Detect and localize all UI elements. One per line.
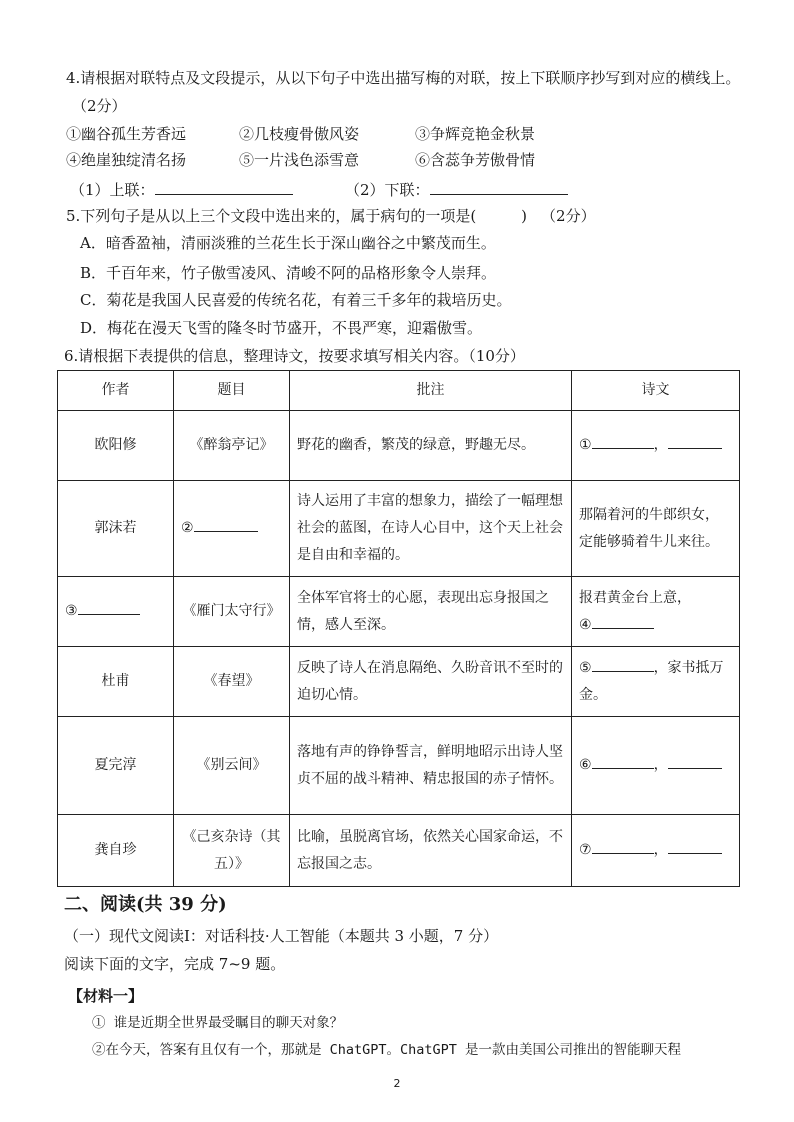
- page-number: 2: [393, 1077, 401, 1090]
- blank-marker: ②: [181, 520, 194, 536]
- cell-poem: [572, 577, 740, 647]
- q5-option-c: C．菊花是我国人民喜爱的传统名花，有着三千多年的栽培历史。: [80, 291, 512, 309]
- cell-note: 全体军官将士的心愿，表现出忘身报国之情，感人至深。: [290, 577, 572, 647]
- reading-instruction: 阅读下面的文字，完成 7~9 题。: [64, 955, 286, 973]
- cell-poem: [572, 411, 740, 481]
- table-row: [58, 717, 740, 815]
- answer-blank[interactable]: [668, 837, 722, 854]
- q5-stem-line: [66, 206, 596, 226]
- table-row: [58, 481, 740, 577]
- header-author: 作者: [58, 371, 174, 411]
- poem-text: 报君黄金台上意，: [579, 589, 691, 606]
- q4-score: （2分）: [72, 97, 127, 115]
- q4-upper-answer-blank[interactable]: [155, 178, 293, 195]
- cell-note: 比喻，虽脱离官场，依然关心国家命运，不忘报国之志。: [290, 815, 572, 887]
- poem-comma: ，: [653, 757, 668, 773]
- q5-score: （2分）: [541, 207, 596, 225]
- cell-note: 野花的幽香，繁茂的绿意，野趣无尽。: [290, 411, 572, 481]
- cell-title: 《别云间》: [174, 717, 290, 815]
- cell-poem: [572, 717, 740, 815]
- table-row: [58, 411, 740, 481]
- cell-title: 《己亥杂诗（其五）》: [174, 815, 290, 887]
- table-row: [58, 647, 740, 717]
- poem-comma: ，: [653, 842, 668, 858]
- header-note: 批注: [290, 371, 572, 411]
- answer-blank[interactable]: [194, 515, 258, 532]
- blank-marker: ④: [579, 616, 592, 633]
- cell-author: 夏完淳: [58, 717, 174, 815]
- cell-poem: [572, 815, 740, 887]
- cell-author: 郭沫若: [58, 481, 174, 577]
- cell-note: 反映了诗人在消息隔绝、久盼音讯不至时的迫切心情。: [290, 647, 572, 717]
- q4-upper-label: （1）上联：: [70, 181, 155, 199]
- table-row: [58, 577, 740, 647]
- material-label: 【材料一】: [68, 987, 144, 1005]
- header-poem: 诗文: [572, 371, 740, 411]
- cell-title: [174, 481, 290, 577]
- q4-option-5: ⑤一片浅色添雪意: [239, 151, 360, 169]
- q4-upper-line: [70, 178, 293, 200]
- poem-table: [57, 370, 740, 887]
- answer-blank[interactable]: [592, 655, 654, 672]
- q4-option-2: ②几枝瘦骨傲风姿: [239, 125, 360, 143]
- cell-note: 落地有声的铮铮誓言，鲜明地昭示出诗人坚贞不屈的战斗精神、精忠报国的赤子情怀。: [290, 717, 572, 815]
- q5-option-b: B．千百年来，竹子傲雪凌风、清峻不阿的品格形象令人崇拜。: [80, 264, 497, 282]
- blank-marker: ⑤: [579, 659, 592, 676]
- q4-lower-label: （2）下联：: [345, 181, 430, 199]
- q6-stem: 6.请根据下表提供的信息，整理诗文，按要求填写相关内容。（10分）: [64, 347, 525, 365]
- blank-marker: ①: [579, 437, 592, 453]
- answer-blank[interactable]: [592, 752, 654, 769]
- answer-blank[interactable]: [668, 432, 722, 449]
- q4-stem: 4.请根据对联特点及文段提示，从以下句子中选出描写梅的对联，按上下联顺序抄写到对应的横线上。: [66, 69, 741, 87]
- cell-title: 《醉翁亭记》: [174, 411, 290, 481]
- cell-title: 《雁门太守行》: [174, 577, 290, 647]
- answer-blank[interactable]: [78, 598, 140, 615]
- section-heading: 二、阅读(共 39 分): [64, 894, 227, 915]
- cell-author: 欧阳修: [58, 411, 174, 481]
- table-header-row: [58, 371, 740, 411]
- cell-note: 诗人运用了丰富的想象力，描绘了一幅理想社会的蓝图，在诗人心目中，这个天上社会是自由和幸福的。: [290, 481, 572, 577]
- q4-option-4: ④绝崖独绽清名扬: [66, 151, 187, 169]
- q5-option-a: A．暗香盈袖，清丽淡雅的兰花生长于深山幽谷之中繁茂而生。: [80, 234, 496, 252]
- section-subheading: （一）现代文阅读Ⅰ：对话科技·人工智能（本题共 3 小题，7 分）: [64, 927, 499, 945]
- poem-text: ，家书抵万金。: [579, 659, 724, 703]
- material-paragraph-2: ②在今天，答案有且仅有一个，那就是 ChatGPT。ChatGPT 是一款由美国公司推出的智能聊天程: [92, 1042, 682, 1058]
- table-row: [58, 815, 740, 887]
- cell-author: 杜甫: [58, 647, 174, 717]
- cell-poem: 那隔着河的牛郎织女，定能够骑着牛儿来往。: [572, 481, 740, 577]
- answer-blank[interactable]: [592, 432, 654, 449]
- answer-blank[interactable]: [668, 752, 722, 769]
- q4-option-3: ③争辉竞艳金秋景: [415, 125, 536, 143]
- q5-option-d: D．梅花在漫天飞雪的隆冬时节盛开，不畏严寒，迎霜傲雪。: [80, 319, 483, 337]
- q4-option-1: ①幽谷孤生芳香远: [66, 125, 187, 143]
- blank-marker: ⑥: [579, 757, 592, 773]
- q4-option-6: ⑥含蕊争芳傲骨情: [415, 151, 536, 169]
- poem-comma: ，: [653, 437, 668, 453]
- blank-marker: ⑦: [579, 842, 592, 858]
- cell-poem: [572, 647, 740, 717]
- q4-lower-answer-blank[interactable]: [430, 178, 568, 195]
- blank-marker: ③: [65, 603, 78, 619]
- material-paragraph-1: ① 谁是近期全世界最受瞩目的聊天对象？: [92, 1015, 344, 1031]
- q4-lower-line: [345, 178, 568, 200]
- cell-author: 龚自珍: [58, 815, 174, 887]
- header-title: 题目: [174, 371, 290, 411]
- cell-title: 《春望》: [174, 647, 290, 717]
- cell-author: [58, 577, 174, 647]
- answer-blank[interactable]: [592, 837, 654, 854]
- q5-stem: 5.下列句子是从以上三个文段中选出来的，属于病句的一项是( ): [66, 207, 528, 225]
- answer-blank[interactable]: [592, 612, 654, 629]
